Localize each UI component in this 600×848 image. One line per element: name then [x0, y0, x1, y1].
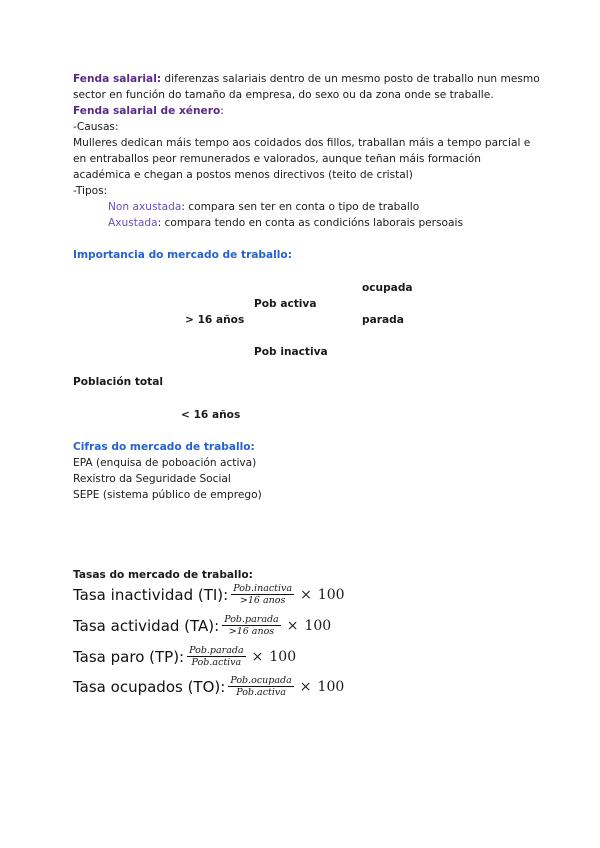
cifras-item-epa: EPA (enquisa de poboación activa)	[73, 457, 257, 469]
formula-paro	[73, 645, 296, 668]
label-ocupada: ocupada	[362, 282, 413, 294]
fenda-xenero-heading-line	[73, 103, 224, 119]
label-menor-16: < 16 años	[181, 409, 241, 421]
formula-inactividad	[73, 583, 345, 606]
causas-label: -Causas:	[73, 121, 119, 133]
formula-actividad-fraction	[222, 614, 281, 637]
importancia-heading: Importancia do mercado de traballo:	[73, 249, 292, 261]
formula-paro-label: Tasa paro (TP):	[73, 647, 185, 666]
formula-ocupados-denominator: Pob.activa	[236, 687, 286, 698]
formula-ocupados-fraction	[228, 675, 293, 698]
label-poblacion-total: Población total	[73, 376, 164, 388]
formula-inactividad-numerator: Pob.inactiva	[233, 583, 293, 594]
fenda-xenero-colon: :	[220, 105, 224, 117]
fenda-salarial-text-2: sector en función do tamaño da empresa, do sexo ou da zona onde se traballe.	[73, 89, 494, 101]
label-pob-inactiva: Pob inactiva	[254, 346, 328, 358]
hundred-value: 100	[317, 678, 345, 695]
times-sign: ×	[299, 678, 312, 695]
fenda-salarial-line-1	[73, 71, 540, 87]
cifras-heading: Cifras do mercado de traballo:	[73, 441, 255, 453]
formula-inactividad-fraction	[231, 583, 294, 606]
cifras-item-sepe: SEPE (sistema público de emprego)	[73, 489, 262, 501]
tipo-axustada	[108, 215, 463, 231]
fenda-salarial-text-1: diferenzas salariais dentro de un mesmo posto de traballo nun mesmo	[161, 73, 540, 85]
cifras-item-seguridade-social: Rexistro da Seguridade Social	[73, 473, 231, 485]
tipo-axustada-label: Axustada	[108, 217, 158, 229]
label-parada: parada	[362, 314, 404, 326]
formula-paro-fraction	[187, 645, 246, 668]
hundred-value: 100	[269, 648, 297, 665]
causas-line-1: Mulleres dedican máis tempo aos coidados dos fillos, traballan máis a tempo parcial e	[73, 137, 531, 149]
fenda-xenero-heading: Fenda salarial de xénero	[73, 105, 221, 117]
times-sign: ×	[251, 648, 264, 665]
formula-actividad-denominator: >16 anos	[228, 626, 275, 637]
label-pob-activa: Pob activa	[254, 298, 317, 310]
hundred-value: 100	[304, 617, 332, 634]
tipo-non-axustada-text: : compara sen ter en conta o tipo de traballo	[181, 201, 420, 213]
formula-ocupados	[73, 675, 344, 698]
times-sign: ×	[286, 617, 299, 634]
formula-ocupados-label: Tasa ocupados (TO):	[73, 677, 226, 696]
fenda-salarial-heading: Fenda salarial:	[73, 73, 162, 85]
tasas-heading: Tasas do mercado de traballo:	[73, 569, 253, 581]
tipo-non-axustada-label: Non axustada	[108, 201, 182, 213]
causas-line-3: académica e chegan a postos menos directivos (teito de cristal)	[73, 169, 413, 181]
tipo-non-axustada	[108, 199, 419, 215]
tipos-label: -Tipos:	[73, 185, 108, 197]
formula-actividad-label: Tasa actividad (TA):	[73, 616, 220, 635]
hundred-value: 100	[317, 586, 345, 603]
formula-paro-numerator: Pob.parada	[189, 645, 244, 656]
label-mayor-16: > 16 años	[185, 314, 245, 326]
tipo-axustada-text: : compara tendo en conta as condicións laborais persoais	[157, 217, 463, 229]
formula-ocupados-numerator: Pob.ocupada	[230, 675, 292, 686]
formula-inactividad-denominator: >16 anos	[239, 595, 286, 606]
formula-actividad-numerator: Pob.parada	[224, 614, 279, 625]
formula-inactividad-label: Tasa inactividad (TI):	[73, 585, 229, 604]
formula-paro-denominator: Pob.activa	[191, 657, 242, 668]
times-sign: ×	[300, 586, 312, 603]
formula-actividad	[73, 614, 331, 637]
causas-line-2: en entraballos peor remunerados e valorados, aunque teñan máis formación	[73, 153, 481, 165]
